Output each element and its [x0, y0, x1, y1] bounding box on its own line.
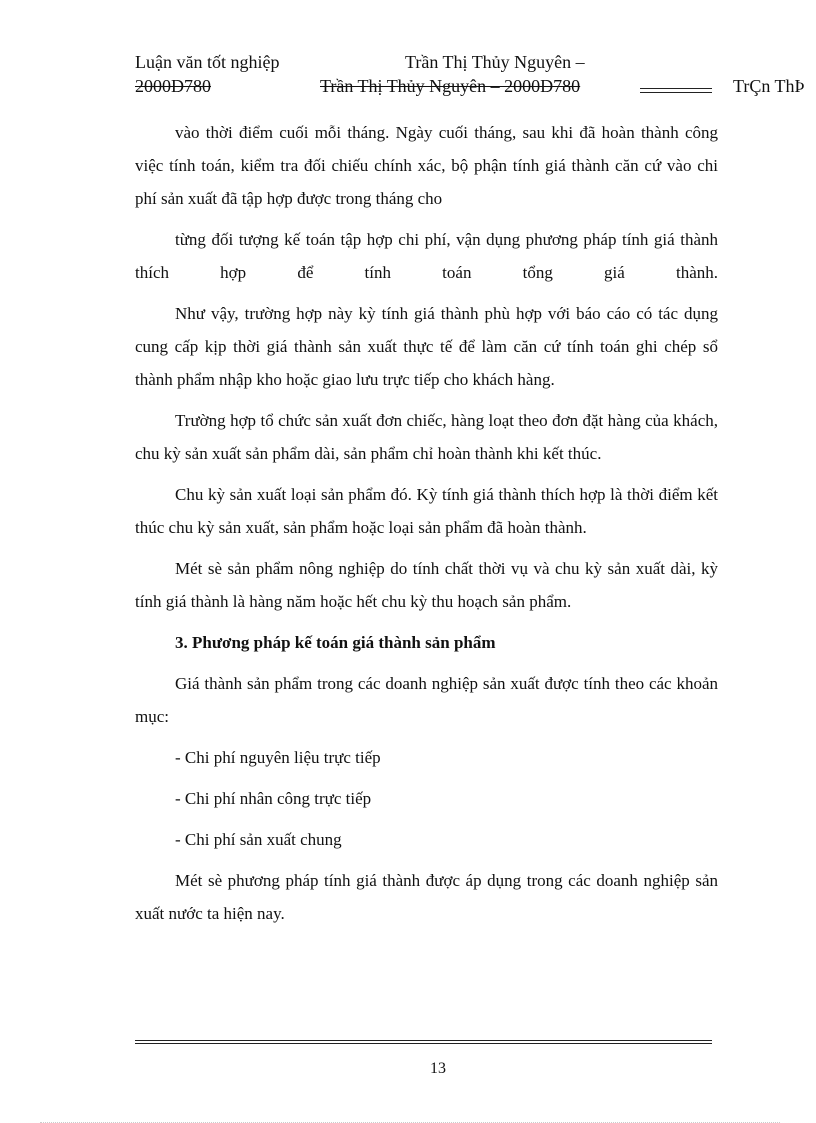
paragraph-6: Mét sè sản phẩm nông nghiệp do tính chất thời vụ và chu kỳ sản xuất dài, kỳ tính giá thành là hàng năm hoặc hết chu kỳ thu hoạch sản phẩm.	[135, 559, 718, 611]
paragraph-3: Như vậy, trường hợp này kỳ tính giá thành phù hợp với báo cáo có tác dụng cung cấp kịp thời giá thành sản xuất thực tế để làm căn cứ tính toán ghi chép sổ thành phẩm nhập kho hoặc giao lưu trực tiếp cho khách hàng.	[135, 304, 718, 389]
list-item: - Chi phí sản xuất chung	[175, 830, 342, 849]
header-code: 2000D780	[135, 76, 211, 96]
section-heading: 3. Phương pháp kế toán giá thành sản phẩm	[175, 633, 496, 652]
list-item: - Chi phí nguyên liệu trực tiếp	[175, 748, 381, 767]
section-intro: Giá thành sản phẩm trong các doanh nghiệp sản xuất được tính theo các khoản mục:	[135, 674, 718, 726]
header-author-repeat: Trần Thị Thủy Nguyên – 2000D780	[320, 76, 581, 96]
list-item: - Chi phí nhân công trực tiếp	[175, 789, 372, 808]
paragraph-2: từng đối tượng kế toán tập hợp chi phí, vận dụng phương pháp tính giá thành thích hợp để tính toán tổng giá thành.	[135, 230, 718, 282]
page-number: 13	[430, 1060, 446, 1077]
paragraph-4: Trường hợp tổ chức sản xuất đơn chiếc, hàng loạt theo đơn đặt hàng của khách, chu kỳ sản xuất sản phẩm dài, sản phẩm chỉ hoàn thành khi kết thúc.	[135, 411, 718, 463]
document-body	[135, 116, 718, 938]
footer-rule	[135, 1040, 712, 1044]
header-rule	[640, 88, 712, 89]
paragraph-5: Chu kỳ sản xuất loại sản phẩm đó. Kỳ tính giá thành thích hợp là thời điểm kết thúc chu kỳ sản xuất, sản phẩm hoặc loại sản phẩm đã hoàn thành.	[135, 485, 718, 537]
header-rule-2	[640, 92, 712, 93]
header-author: Trần Thị Thủy Nguyên –	[405, 52, 585, 72]
paragraph-1: vào thời điểm cuối mỗi tháng. Ngày cuối tháng, sau khi đã hoàn thành công việc tính toán, kiểm tra đối chiếu chính xác, bộ phận tính giá thành căn cứ vào chi phí sản xuất đã tập hợp được trong tháng cho	[135, 123, 718, 208]
header-overflow-text: TrÇn ThÞ	[733, 76, 805, 96]
header-thesis-title: Luận văn tốt nghiệp	[135, 52, 280, 72]
closing-paragraph: Mét sè phương pháp tính giá thành được áp dụng trong các doanh nghiệp sản xuất nước ta hiện nay.	[135, 871, 718, 923]
